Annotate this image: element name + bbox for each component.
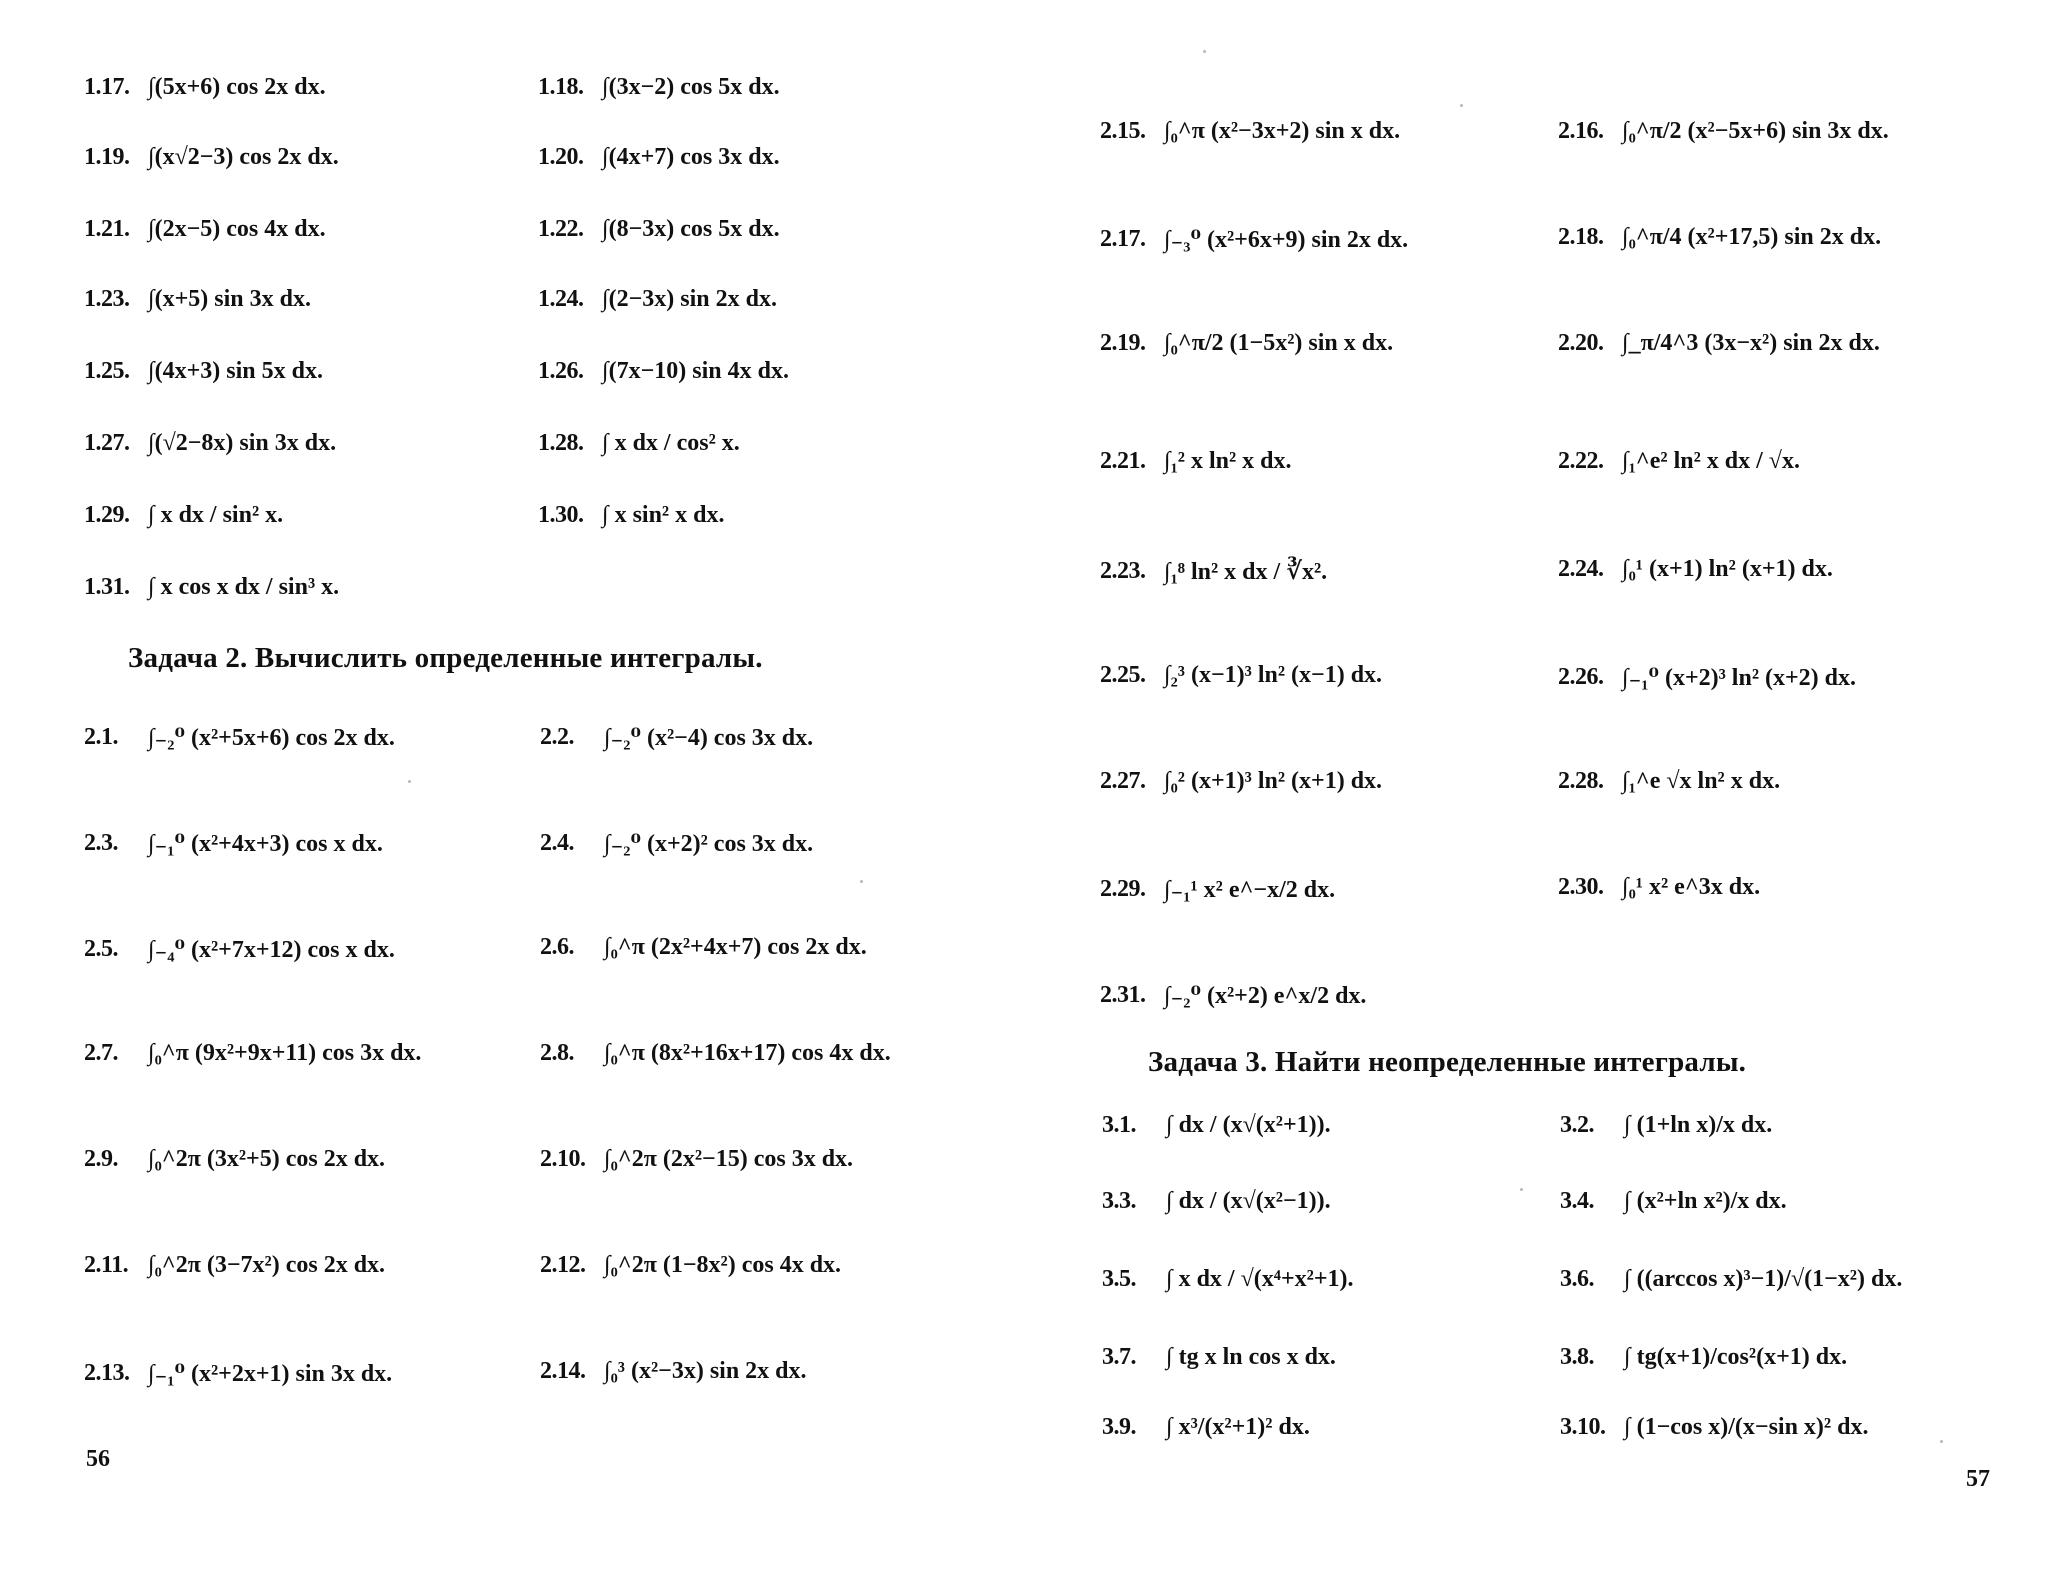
problem-number: 3.4. [1560,1188,1594,1214]
problem-number: 1.30. [538,502,584,528]
problem-number: 1.23. [84,286,130,312]
problem-expression: ∫_π/4^3 (3x−x²) sin 2x dx. [1622,330,1880,356]
problem-2-8 [540,1040,891,1067]
problem-1-25 [84,358,323,385]
problem-expression: ∫ x dx / sin² x. [148,502,284,528]
problem-number: 1.17. [84,74,130,100]
problem-number: 2.21. [1100,448,1146,474]
problem-2-4 [540,828,813,858]
problem-expression: ∫₀^π/4 (x²+17,5) sin 2x dx. [1622,224,1882,250]
problem-expression: ∫₁² x ln² x dx. [1164,448,1292,474]
problem-3-8 [1560,1344,1847,1371]
scan-speck [860,880,863,883]
problem-number: 2.19. [1100,330,1146,356]
problem-number: 3.2. [1560,1112,1594,1138]
problem-number: 1.18. [538,74,584,100]
problem-number: 2.9. [84,1146,118,1172]
problem-number: 2.15. [1100,118,1146,144]
problem-expression: ∫(2−3x) sin 2x dx. [602,286,777,312]
problem-2-18 [1558,224,1881,251]
problem-3-4 [1560,1188,1787,1215]
problem-number: 2.10. [540,1146,586,1172]
problem-2-13 [84,1358,392,1388]
problem-number: 2.5. [84,935,118,962]
problem-2-23 [1100,556,1327,586]
problem-1-19 [84,144,339,171]
problem-number: 2.23. [1100,557,1146,584]
problem-number: 1.28. [538,430,584,456]
problem-number: 3.9. [1102,1414,1136,1440]
problem-number: 2.11. [84,1252,129,1278]
problem-1-22 [538,216,780,243]
problem-expression: ∫₁⁸ ln² x dx / ∛x². [1164,559,1328,585]
problem-2-31 [1100,980,1366,1010]
problem-number: 2.12. [540,1252,586,1278]
problem-1-20 [538,144,780,171]
problem-3-3 [1102,1188,1331,1215]
problem-expression: ∫ dx / (x√(x²+1)). [1166,1112,1331,1138]
problem-number: 1.22. [538,216,584,242]
problem-number: 2.16. [1558,118,1604,144]
problem-expression: ∫₀^2π (1−8x²) cos 4x dx. [604,1252,842,1278]
problem-1-29 [84,502,283,529]
problem-1-18 [538,74,780,101]
section-heading-task-2: Задача 2. Вычислить определенные интегралы. [128,642,763,674]
problem-expression: ∫₋₁⁰ (x+2)³ ln² (x+2) dx. [1622,665,1857,691]
problem-number: 2.31. [1100,981,1146,1008]
problem-number: 1.20. [538,144,584,170]
problem-expression: ∫ dx / (x√(x²−1)). [1166,1188,1331,1214]
problem-2-15 [1100,118,1400,145]
section-heading-task-3: Задача 3. Найти неопределенные интегралы. [1148,1046,1747,1078]
problem-number: 3.6. [1560,1266,1594,1292]
problem-number: 1.29. [84,502,130,528]
problem-number: 2.26. [1558,663,1604,690]
problem-expression: ∫₋₃⁰ (x²+6x+9) sin 2x dx. [1164,227,1409,253]
problem-expression: ∫₋₁¹ x² e^−x/2 dx. [1164,877,1336,903]
problem-expression: ∫₀^π/2 (1−5x²) sin x dx. [1164,330,1394,356]
problem-expression: ∫ x sin² x dx. [602,502,725,528]
problem-expression: ∫(x+5) sin 3x dx. [148,286,311,312]
problem-2-11 [84,1252,385,1279]
problem-2-16 [1558,118,1889,145]
problem-number: 2.20. [1558,330,1604,356]
problem-number: 2.27. [1100,768,1146,794]
problem-2-3 [84,828,383,858]
problem-2-2 [540,722,813,752]
problem-1-17 [84,74,326,101]
problem-number: 2.22. [1558,448,1604,474]
problem-expression: ∫ (1−cos x)/(x−sin x)² dx. [1624,1414,1869,1440]
problem-expression: ∫₀³ (x²−3x) sin 2x dx. [604,1358,807,1384]
problem-expression: ∫₀^π/2 (x²−5x+6) sin 3x dx. [1622,118,1889,144]
problem-number: 2.8. [540,1040,574,1066]
problem-2-22 [1558,448,1800,475]
problem-expression: ∫₀^2π (3−7x²) cos 2x dx. [148,1252,386,1278]
problem-expression: ∫ x³/(x²+1)² dx. [1166,1414,1310,1440]
problem-2-6 [540,934,867,961]
problem-expression: ∫₋₁⁰ (x²+2x+1) sin 3x dx. [148,1361,393,1387]
problem-number: 2.28. [1558,768,1604,794]
problem-1-30 [538,502,724,529]
problem-expression: ∫₂³ (x−1)³ ln² (x−1) dx. [1164,662,1383,688]
problem-expression: ∫(8−3x) cos 5x dx. [602,216,780,242]
problem-expression: ∫₋₁⁰ (x²+4x+3) cos x dx. [148,831,383,857]
problem-expression: ∫(√2−8x) sin 3x dx. [148,430,337,456]
problem-expression: ∫₋₂⁰ (x+2)² cos 3x dx. [604,831,814,857]
problem-2-14 [540,1358,807,1385]
problem-expression: ∫ x cos x dx / sin³ x. [148,574,340,600]
problem-2-19 [1100,330,1393,357]
problem-2-26 [1558,662,1856,692]
page-number-right: 57 [1966,1466,1990,1492]
problem-number: 2.30. [1558,874,1604,900]
problem-3-6 [1560,1266,1902,1293]
problem-2-30 [1558,874,1760,901]
problem-3-10 [1560,1414,1868,1441]
problem-3-7 [1102,1344,1336,1371]
problem-expression: ∫₋₄⁰ (x²+7x+12) cos x dx. [148,937,395,963]
problem-number: 2.3. [84,829,118,856]
problem-number: 2.17. [1100,225,1146,252]
problem-expression: ∫ (1+ln x)/x dx. [1624,1112,1773,1138]
problem-3-9 [1102,1414,1310,1441]
problem-3-5 [1102,1266,1354,1293]
problem-number: 2.1. [84,723,118,750]
problem-expression: ∫₀^π (x²−3x+2) sin x dx. [1164,118,1401,144]
problem-expression: ∫₀^2π (3x²+5) cos 2x dx. [148,1146,386,1172]
page-number-left: 56 [86,1446,110,1472]
problem-2-21 [1100,448,1292,475]
problem-2-12 [540,1252,841,1279]
problem-expression: ∫₁^e² ln² x dx / √x. [1622,448,1800,474]
problem-expression: ∫₀¹ x² e^3x dx. [1622,874,1761,900]
problem-number: 2.4. [540,829,574,856]
problem-number: 2.18. [1558,224,1604,250]
problem-expression: ∫(2x−5) cos 4x dx. [148,216,326,242]
problem-2-29 [1100,874,1335,904]
problem-2-17 [1100,224,1408,254]
problem-2-28 [1558,768,1780,795]
problem-expression: ∫ x dx / cos² x. [602,430,740,456]
problem-2-9 [84,1146,385,1173]
problem-expression: ∫(5x+6) cos 2x dx. [148,74,326,100]
problem-expression: ∫₋₂⁰ (x²−4) cos 3x dx. [604,725,814,751]
problem-expression: ∫ tg(x+1)/cos²(x+1) dx. [1624,1344,1848,1370]
problem-expression: ∫₀^π (9x²+9x+11) cos 3x dx. [148,1040,422,1066]
problem-2-5 [84,934,395,964]
problem-expression: ∫ ((arccos x)³−1)/√(1−x²) dx. [1624,1266,1903,1292]
problem-expression: ∫₀^π (2x²+4x+7) cos 2x dx. [604,934,867,960]
scan-speck [1520,1188,1523,1191]
problem-expression: ∫₋₂⁰ (x²+2) e^x/2 dx. [1164,983,1367,1009]
problem-number: 3.7. [1102,1344,1136,1370]
problem-2-10 [540,1146,853,1173]
problem-number: 2.6. [540,934,574,960]
problem-number: 1.27. [84,430,130,456]
problem-expression: ∫ tg x ln cos x dx. [1166,1344,1336,1370]
right-page [1036,0,2072,1579]
problem-expression: ∫ (x²+ln x²)/x dx. [1624,1188,1787,1214]
problem-1-24 [538,286,777,313]
problem-1-21 [84,216,326,243]
problem-2-24 [1558,556,1833,583]
problem-number: 2.14. [540,1358,586,1384]
scan-speck [1203,50,1206,53]
problem-2-20 [1558,330,1880,357]
problem-number: 1.31. [84,574,130,600]
problem-number: 1.24. [538,286,584,312]
problem-number: 2.29. [1100,875,1146,902]
problem-expression: ∫(4x+3) sin 5x dx. [148,358,323,384]
problem-expression: ∫(4x+7) cos 3x dx. [602,144,780,170]
problem-1-31 [84,574,339,601]
problem-number: 3.8. [1560,1344,1594,1370]
problem-number: 2.25. [1100,662,1146,688]
problem-1-27 [84,430,336,457]
problem-number: 3.10. [1560,1414,1606,1440]
problem-number: 2.13. [84,1359,130,1386]
problem-number: 1.26. [538,358,584,384]
problem-expression: ∫(7x−10) sin 4x dx. [602,358,789,384]
problem-expression: ∫ x dx / √(x⁴+x²+1). [1166,1266,1354,1292]
problem-expression: ∫₀¹ (x+1) ln² (x+1) dx. [1622,556,1833,582]
problem-2-7 [84,1040,421,1067]
problem-expression: ∫₋₂⁰ (x²+5x+6) cos 2x dx. [148,725,395,751]
problem-number: 2.7. [84,1040,118,1066]
problem-number: 2.24. [1558,556,1604,582]
problem-expression: ∫(3x−2) cos 5x dx. [602,74,780,100]
scan-speck [1460,104,1463,107]
problem-number: 3.1. [1102,1112,1136,1138]
scan-speck [408,780,411,783]
problem-number: 1.25. [84,358,130,384]
problem-2-1 [84,722,395,752]
problem-3-2 [1560,1112,1772,1139]
problem-number: 1.21. [84,216,130,242]
problem-expression: ∫₀² (x+1)³ ln² (x+1) dx. [1164,768,1383,794]
problem-expression: ∫(x√2−3) cos 2x dx. [148,144,339,170]
problem-expression: ∫₀^2π (2x²−15) cos 3x dx. [604,1146,854,1172]
problem-expression: ∫₀^π (8x²+16x+17) cos 4x dx. [604,1040,891,1066]
problem-number: 3.3. [1102,1188,1136,1214]
problem-1-28 [538,430,740,457]
problem-number: 1.19. [84,144,130,170]
problem-3-1 [1102,1112,1331,1139]
problem-2-25 [1100,662,1382,689]
problem-number: 3.5. [1102,1266,1136,1292]
problem-number: 2.2. [540,723,574,750]
problem-1-26 [538,358,789,385]
problem-2-27 [1100,768,1382,795]
scan-speck [1940,1440,1943,1443]
problem-1-23 [84,286,311,313]
problem-expression: ∫₁^e √x ln² x dx. [1622,768,1781,794]
